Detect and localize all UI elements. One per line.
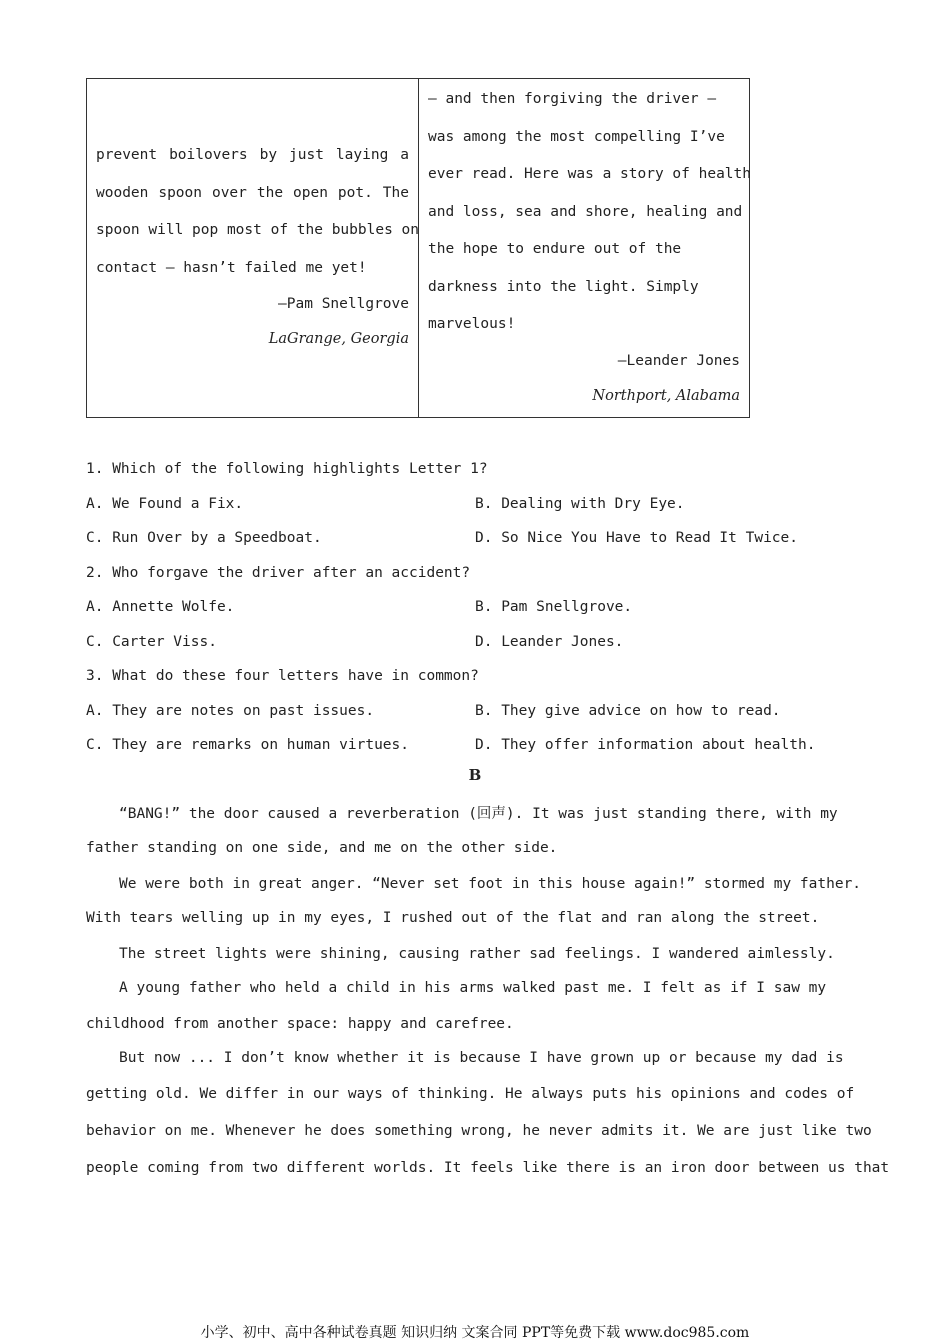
question-stem: 1. Which of the following highlights Letter 1? — [86, 461, 488, 477]
option-d: D. So Nice You Have to Read It Twice. — [475, 530, 799, 546]
passage-line: A young father who held a child in his arms walked past me. I felt as if I saw my — [119, 980, 827, 996]
passage-line: With tears welling up in my eyes, I rushed out of the flat and ran along the street. — [86, 910, 820, 926]
option-row — [86, 728, 866, 763]
letter-signature: —Pam Snellgrove — [278, 296, 409, 312]
passage-line: father standing on one side, and me on the other side. — [86, 840, 558, 856]
option-c: C. They are remarks on human virtues. — [86, 737, 410, 753]
letter-text-line: — and then forgiving the driver — — [428, 91, 717, 107]
option-b: B. They give advice on how to read. — [475, 702, 781, 719]
question-stem: 3. What do these four letters have in common? — [86, 668, 479, 684]
option-d: D. Leander Jones. — [475, 633, 624, 650]
letter-text-line: spoon will pop most of the bubbles on — [96, 222, 420, 238]
passage-line: “BANG!” the door caused a reverberation (回声). It was just standing there, with my — [119, 806, 838, 822]
letter-cell-left — [87, 79, 419, 417]
letter-text-line: contact — hasn’t failed me yet! — [96, 259, 367, 276]
passage-line: people coming from two different worlds. It feels like there is an iron door between us that — [86, 1160, 890, 1176]
option-b: B. Dealing with Dry Eye. — [475, 495, 685, 512]
page-footer: 小学、初中、高中各种试卷真题 知识归纳 文案合同 PPT等免费下载 www.doc985.com — [200, 1325, 750, 1341]
option-a: A. We Found a Fix. — [86, 495, 244, 512]
passage-line: behavior on me. Whenever he does something wrong, he never admits it. We are just like two — [86, 1123, 872, 1139]
option-row — [86, 625, 866, 660]
passage-line: We were both in great anger. “Never set foot in this house again!” stormed my father. — [119, 876, 862, 892]
option-row — [86, 521, 866, 556]
option-a: A. They are notes on past issues. — [86, 702, 375, 719]
passage-line: The street lights were shining, causing rather sad feelings. I wandered aimlessly. — [119, 946, 835, 962]
letter-signature: —Leander Jones — [617, 352, 740, 369]
option-row — [86, 694, 866, 729]
letter-text-line: wooden spoon over the open pot. The — [96, 184, 409, 201]
letter-cell-right — [419, 79, 752, 417]
letter-text-line: ever read. Here was a story of health — [428, 166, 752, 182]
letter-location: LaGrange, Georgia — [268, 331, 409, 347]
option-c: C. Run Over by a Speedboat. — [86, 530, 322, 546]
letter-text-line: the hope to endure out of the — [428, 241, 682, 257]
letter-text-line: marvelous! — [428, 316, 516, 332]
section-title: B — [468, 766, 482, 784]
passage-line: childhood from another space: happy and carefree. — [86, 1016, 514, 1032]
option-c: C. Carter Viss. — [86, 633, 217, 650]
questions-section — [86, 452, 866, 763]
passage-line: But now ... I don’t know whether it is because I have grown up or because my dad is — [119, 1050, 844, 1066]
option-b: B. Pam Snellgrove. — [475, 599, 633, 615]
letter-location: Northport, Alabama — [592, 387, 740, 404]
passage-line: getting old. We differ in our ways of thinking. He always puts his opinions and codes of — [86, 1086, 855, 1102]
option-d: D. They offer information about health. — [475, 737, 816, 753]
letter-text-line: was among the most compelling I’ve — [428, 128, 725, 145]
letter-text-line: darkness into the light. Simply — [428, 278, 699, 295]
option-a: A. Annette Wolfe. — [86, 599, 235, 615]
letter-text-line: prevent boilovers by just laying a — [96, 147, 409, 163]
passage-text — [86, 796, 890, 1187]
option-row — [86, 590, 866, 625]
option-row — [86, 487, 866, 522]
question-stem: 2. Who forgave the driver after an accident? — [86, 564, 471, 581]
letter-text-line: and loss, sea and shore, healing and — [428, 203, 743, 220]
letters-table — [86, 78, 750, 418]
